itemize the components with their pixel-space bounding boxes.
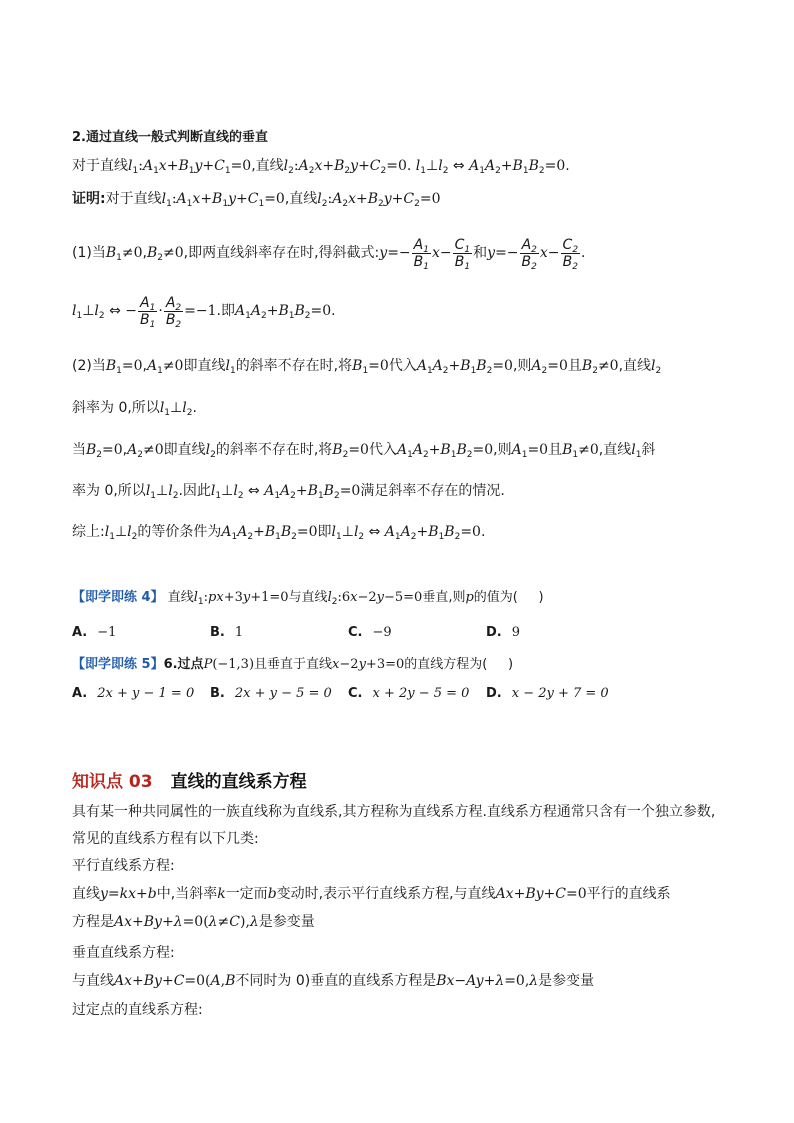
text: 是参变量 xyxy=(258,914,315,930)
option-value: −9 xyxy=(372,625,392,640)
sec3-intro-1: 具有某一种共同属性的一族直线称为直线系,其方程称为直线系方程.直线系方程通常只含有一个独立参数, xyxy=(72,804,716,820)
text: ,即两直线斜率存在时,得斜截式: xyxy=(183,245,380,261)
perp-symbol: ⊥ xyxy=(156,483,169,499)
case-3-line: 当$B_2=0,A_2\ne 0$即直线$l_2$的斜率不存在时,将$B_2=0$代入$A_1A_2+B_1B_2=0$,则$A_1=0$且$B_1\ne 0$,直线$l_1$斜 xyxy=(72,442,656,460)
option-letter: B. xyxy=(210,625,225,640)
text: 是参变量 xyxy=(538,973,595,989)
text: 垂直,则 xyxy=(422,590,466,605)
option-letter: A. xyxy=(72,625,88,640)
text: 不同时为 0)垂直的直线系方程是 xyxy=(235,973,437,989)
text: 即直线 xyxy=(163,442,206,458)
text: 平行的直线系 xyxy=(586,886,671,902)
perpendicular-heading: 垂直直线系方程: xyxy=(72,945,175,961)
case-1-line: (1)当$B_1\ne 0,B_2\ne 0$,即两直线斜率存在时,得斜截式:y=− $\frac{A_1}{B_1}$ x− $\frac{C_1}{B_1}$ 和y=− $\frac{A_2}{B_2}$ x− $\frac{C_2}{B_2}$ . xyxy=(72,236,586,272)
text: ,直线 xyxy=(598,442,632,458)
parallel-line-2: 方程是Ax+By+λ=0(λ≠C),λ是参变量 xyxy=(72,914,315,930)
text: 的斜率不存在时,将 xyxy=(215,442,333,458)
perp-symbol: ⊥ xyxy=(82,303,95,319)
text: .因此 xyxy=(178,483,211,499)
text: 率为 0,所以 xyxy=(72,483,146,499)
text: 当 xyxy=(72,442,86,458)
proof-line: 证明:对于直线$l_1:A_1x+B_1y+C_1=0$,直线$l_2:A_2x+B_2y+C_2=0$ xyxy=(72,191,441,209)
text: 中,当斜率 xyxy=(156,886,218,902)
option-value: −1 xyxy=(97,625,117,640)
option-value: x − 2y + 7 = 0 xyxy=(511,686,609,701)
case-2-line: (2)当$B_1=0,A_1\ne 0$即直线$l_1$的斜率不存在时,将$B_1=0$代入$A_1A_2+B_1B_2=0$,则$A_2=0$且$B_2\ne 0$,直线$l_2$ xyxy=(72,358,662,376)
case-1-conclusion: $l_1\perp l_2$ ⇔ − $\frac{A_1}{B_1}$ · $\frac{A_2}{B_2}$ =−1.即$A_1A_2+B_1B_2=0$. xyxy=(72,294,336,330)
section-number: 知识点 03 xyxy=(72,772,153,792)
text: 代入 xyxy=(368,442,397,458)
section-title: 直线的直线系方程 xyxy=(170,772,307,792)
section-2-title: 2.通过直线一般式判断直线的垂直 xyxy=(72,130,268,145)
perp-symbol: ⊥ xyxy=(221,483,234,499)
fraction: $\frac{A_2}{B_2}$ xyxy=(521,236,537,272)
text: 的斜率不存在时,将 xyxy=(235,358,353,374)
text: (1)当 xyxy=(72,245,106,261)
option-letter: D. xyxy=(486,625,502,640)
text: 与直线 xyxy=(288,590,328,605)
equiv-symbol: ⇔ xyxy=(248,483,260,499)
exercise-4-question: 【即学即练 4】 直线$l_1:px+3y+1=0$与直线$l_2:6x-2y-5=0$垂直,则p的值为( ) xyxy=(72,590,544,607)
exercise-4-option-a[interactable] xyxy=(72,625,116,640)
fraction: $\frac{C_1}{B_1}$ xyxy=(454,236,471,272)
parallel-heading: 平行直线系方程: xyxy=(72,858,175,874)
exercise-5-option-c[interactable] xyxy=(348,686,469,701)
proof-label: 证明: xyxy=(72,191,106,207)
sec3-intro-2: 常见的直线系方程有以下几类: xyxy=(72,831,259,847)
option-value: 9 xyxy=(511,625,521,640)
text: 直线 xyxy=(167,590,194,605)
option-value: x + 2y − 5 = 0 xyxy=(372,686,470,701)
fraction: $\frac{C_2}{B_2}$ xyxy=(562,236,579,272)
text: 且 xyxy=(567,358,582,374)
fraction: $\frac{A_1}{B_1}$ xyxy=(140,294,156,330)
perp-symbol: ⊥ xyxy=(426,158,439,174)
text: 的值为( xyxy=(473,590,518,605)
text: 对于直线 xyxy=(72,158,128,174)
case-2-line-2: 斜率为 0,所以$l_1\perp l_2$. xyxy=(72,400,197,418)
fixed-point-heading: 过定点的直线系方程: xyxy=(72,1002,203,1018)
text: ) xyxy=(538,590,544,605)
text: 即 xyxy=(317,524,332,540)
text: 且垂直于直线 xyxy=(254,657,333,672)
exercise-4-option-c[interactable] xyxy=(348,625,392,640)
text: 且 xyxy=(548,442,563,458)
text: (2)当 xyxy=(72,358,106,374)
text: 即直线 xyxy=(183,358,226,374)
text: 对于直线 xyxy=(105,191,162,207)
text: ,则 xyxy=(512,358,532,374)
text: ,则 xyxy=(493,442,512,458)
perpendicular-condition-line: 对于直线$l_1:A_1x+B_1y+C_1=0$,直线$l_2:A_2x+B_2y+C_2=0$. $l_1\perp l_2$ ⇔ $A_1A_2+B_1B_2=0$. xyxy=(72,158,570,176)
fraction: $\frac{A_1}{B_1}$ xyxy=(413,236,429,272)
summary-line: 综上$:l_1\perp l_2$的等价条件为$A_1A_2+B_1B_2=0$即$l_1\perp l_2$ ⇔ $A_1A_2+B_1B_2=0$. xyxy=(72,524,486,542)
text: ,直线 xyxy=(618,358,652,374)
option-letter: A. xyxy=(72,686,88,701)
text: .即 xyxy=(216,303,235,319)
case-3-line-2: 率为 0,所以$l_1\perp l_2$.因此$l_1\perp l_2$ ⇔ $A_1A_2+B_1B_2=0$满足斜率不存在的情况. xyxy=(72,483,505,501)
knowledge-point-03-heading xyxy=(72,770,307,794)
exercise-4-option-d[interactable] xyxy=(486,625,520,640)
equiv-symbol: ⇔ xyxy=(109,303,121,319)
text: 的等价条件为 xyxy=(137,524,222,540)
option-letter: C. xyxy=(348,686,363,701)
exercise-5-question: 【即学即练 5】6.过点P(−1,3)且垂直于直线x−2y+3=0的直线方程为( ) xyxy=(72,657,514,672)
exercise-5-option-a[interactable] xyxy=(72,686,194,701)
text: 直线 xyxy=(72,886,100,902)
option-letter: B. xyxy=(210,686,225,701)
text: 斜率为 0,所以 xyxy=(72,400,160,416)
exercise-5-option-d[interactable] xyxy=(486,686,609,701)
text: 和 xyxy=(473,245,488,261)
fraction: $\frac{A_2}{B_2}$ xyxy=(165,294,182,330)
exercise-5-tag: 【即学即练 5】 xyxy=(72,657,164,672)
perp-symbol: ⊥ xyxy=(341,524,354,540)
text: 一定而 xyxy=(225,886,268,902)
text: 变动时,表示平行直线系方程,与直线 xyxy=(276,886,496,902)
option-value: 1 xyxy=(234,625,244,640)
text: 满足斜率不存在的情况. xyxy=(360,483,505,499)
perp-symbol: ⊥ xyxy=(114,524,128,540)
text: 的直线方程为( xyxy=(404,657,488,672)
equiv-symbol: ⇔ xyxy=(452,158,465,174)
text: 方程是 xyxy=(72,914,114,930)
option-letter: C. xyxy=(348,625,363,640)
text: 6.过点 xyxy=(163,657,204,672)
text: 直线 xyxy=(289,191,318,207)
text: 综上: xyxy=(72,524,105,540)
option-value: 2x + y − 5 = 0 xyxy=(234,686,332,701)
text: 与直线 xyxy=(72,973,114,989)
perpendicular-line: 与直线Ax+By+C=0(A,B不同时为 0)垂直的直线系方程是Bx−Ay+λ=0,λ是参变量 xyxy=(72,973,595,989)
exercise-4-tag: 【即学即练 4】 xyxy=(72,590,164,605)
equiv-symbol: ⇔ xyxy=(368,524,381,540)
option-value: 2x + y − 1 = 0 xyxy=(97,686,195,701)
text: 直线 xyxy=(255,158,284,174)
text: 斜 xyxy=(641,442,656,458)
perp-symbol: ⊥ xyxy=(170,400,183,416)
option-letter: D. xyxy=(486,686,502,701)
parallel-line-1: 直线y=kx+b中,当斜率k一定而b变动时,表示平行直线系方程,与直线Ax+By+C=0平行的直线系 xyxy=(72,886,671,902)
exercise-5-option-b[interactable] xyxy=(210,686,332,701)
text: 代入 xyxy=(388,358,417,374)
text: ) xyxy=(508,657,514,672)
exercise-4-option-b[interactable] xyxy=(210,625,243,640)
